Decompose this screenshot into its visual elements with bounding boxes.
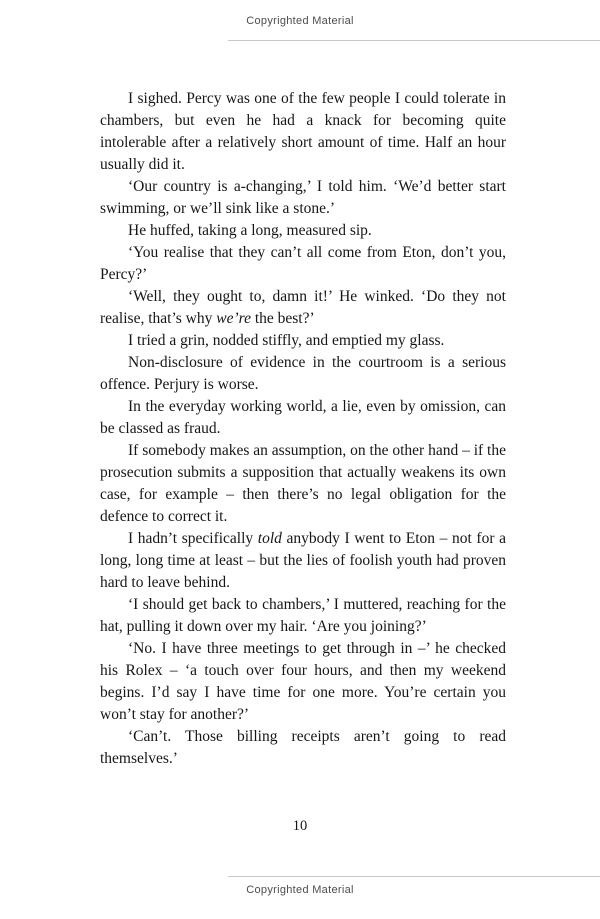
paragraph <box>100 638 506 726</box>
italic-text: we’re <box>216 310 251 327</box>
paragraph <box>100 440 506 528</box>
paragraph <box>100 88 506 176</box>
paragraph <box>100 242 506 286</box>
body-text: ‘Well, they ought to, damn it!’ He winked. ‘Do they not realise, that’s why <box>100 288 506 327</box>
paragraph <box>100 330 506 352</box>
paragraph <box>100 594 506 638</box>
body-text: ‘Our country is a-changing,’ I told him. ‘We’d better start swimming, or we’ll sink like a stone.’ <box>100 178 506 217</box>
body-text: I sighed. Percy was one of the few people I could tolerate in chambers, but even he had a knack for becoming quite intolerable after a relatively short amount of time. Half an hour usually did it. <box>100 90 506 173</box>
paragraph <box>100 726 506 770</box>
body-text: ‘Can’t. Those billing receipts aren’t going to read themselves.’ <box>100 728 506 767</box>
body-text: If somebody makes an assumption, on the other hand – if the prosecution submits a supposition that actually weakens its own case, for example – then there’s no legal obligation for the defence to correct it. <box>100 442 506 525</box>
body-text: In the everyday working world, a lie, even by omission, can be classed as fraud. <box>100 398 506 437</box>
body-text: I hadn’t specifically <box>128 530 258 547</box>
body-text: ‘You realise that they can’t all come from Eton, don’t you, Percy?’ <box>100 244 506 283</box>
body-text: He huffed, taking a long, measured sip. <box>128 222 372 239</box>
paragraph <box>100 176 506 220</box>
body-text: ‘No. I have three meetings to get through in –’ he checked his Rolex – ‘a touch over four hours, and then my weekend begins. I’d say I have time for one more. You’re certain you won’t stay for another?’ <box>100 640 506 723</box>
copyright-notice-top: Copyrighted Material <box>246 15 354 27</box>
italic-text: told <box>257 530 282 547</box>
paragraph <box>100 286 506 330</box>
body-text: anybody I went to Eton – not for a long, long time at least – but the lies of foolish youth had proven hard to leave behind. <box>100 530 506 591</box>
paragraph <box>100 220 506 242</box>
body-text: Non-disclosure of evidence in the courtroom is a serious offence. Perjury is worse. <box>100 354 506 393</box>
copyright-notice-bottom: Copyrighted Material <box>246 884 354 896</box>
top-divider <box>228 40 600 41</box>
paragraph <box>100 528 506 594</box>
body-text: ‘I should get back to chambers,’ I muttered, reaching for the hat, pulling it down over my hair. ‘Are you joining?’ <box>100 596 506 635</box>
bottom-divider <box>228 876 600 877</box>
page-text <box>100 88 506 770</box>
body-text: the best?’ <box>250 310 315 327</box>
page-number: 10 <box>292 818 308 834</box>
paragraph <box>100 352 506 396</box>
body-text: I tried a grin, nodded stiffly, and emptied my glass. <box>128 332 445 349</box>
paragraph <box>100 396 506 440</box>
